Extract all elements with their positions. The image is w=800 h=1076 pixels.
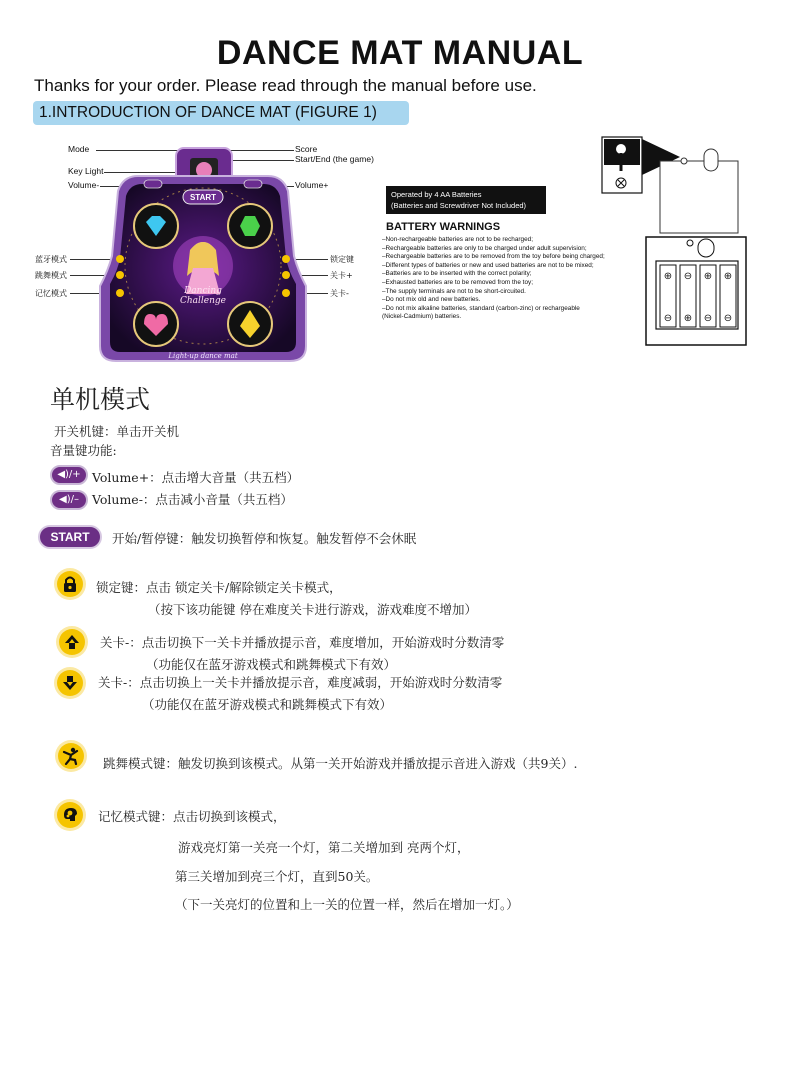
level-down-icon bbox=[57, 670, 83, 696]
memory-icon bbox=[57, 802, 83, 828]
warning-item: –Rechargeable batteries are only to be charged under adult supervision; bbox=[382, 244, 587, 252]
svg-text:⊖: ⊖ bbox=[703, 313, 713, 324]
label-bluetooth-mode: 蓝牙模式 bbox=[35, 255, 67, 264]
mat-logo-line2: Challenge bbox=[179, 296, 227, 306]
lock-key-note: （按下该功能键 停在难度关卡进行游戏，游戏难度不增加） bbox=[148, 602, 477, 617]
volume-plus-icon: ◀)/+ bbox=[50, 465, 88, 485]
start-button-icon: START bbox=[38, 525, 102, 549]
label-mode: Mode bbox=[68, 144, 90, 154]
battery-compartment-illustration bbox=[600, 135, 760, 350]
level-down-text: 关卡-：点击切换上一关卡并播放提示音，难度减弱，开始游戏时分数清零 bbox=[98, 675, 503, 690]
volume-minus-text: Volume-：点击减小音量（共五档） bbox=[92, 492, 293, 507]
label-level-plus: 关卡+ bbox=[330, 271, 353, 280]
power-key-text: 开关机键：单击开关机 bbox=[54, 424, 180, 439]
dance-mode-text: 跳舞模式键：触发切换到该模式。从第一关开始游戏并播放提示音进入游戏（共9关）. bbox=[103, 756, 578, 771]
battery-box-line2: (Batteries and Screwdriver Not Included) bbox=[391, 201, 527, 210]
warning-item: –The supply terminals are not to be short-circuited. bbox=[382, 287, 526, 295]
volume-plus-text: Volume+：点击增大音量（共五档） bbox=[92, 470, 300, 485]
lock-key-text: 锁定键：点击 锁定关卡/解除锁定关卡模式， bbox=[96, 580, 342, 595]
svg-text:⊕: ⊕ bbox=[683, 313, 693, 324]
label-level-minus: 关卡- bbox=[330, 289, 349, 298]
svg-text:⊕: ⊕ bbox=[703, 271, 713, 282]
section-heading: 1.INTRODUCTION OF DANCE MAT (FIGURE 1) bbox=[33, 101, 409, 125]
page-title: DANCE MAT MANUAL bbox=[216, 34, 584, 72]
svg-text:⊖: ⊖ bbox=[683, 271, 693, 282]
memory-mode-text: 记忆模式键：点击切换到该模式， bbox=[98, 809, 286, 824]
label-start-end: Start/End (the game) bbox=[295, 154, 374, 164]
svg-text:⊕: ⊕ bbox=[663, 271, 673, 282]
mat-logo-line1: Dancing bbox=[184, 286, 222, 296]
level-up-note: （功能仅在蓝牙游戏模式和跳舞模式下有效） bbox=[146, 657, 397, 672]
warning-item: –Non-rechargeable batteries are not to be recharged; bbox=[382, 236, 533, 243]
lock-icon bbox=[57, 571, 83, 597]
battery-box-line1: Operated by 4 AA Batteries bbox=[391, 190, 482, 199]
label-lock-key: 锁定键 bbox=[330, 255, 354, 264]
warning-item: –Batteries are to be inserted with the correct polarity; bbox=[382, 270, 532, 278]
label-volume-minus: Volume- bbox=[68, 180, 100, 190]
warning-item: –Rechargeable batteries are to be removed from the toy before being charged; bbox=[382, 253, 605, 261]
svg-text:⊖: ⊖ bbox=[723, 313, 733, 324]
warning-item: –Do not mix alkaline batteries, standard (carbon-zinc) or rechargeable bbox=[382, 304, 580, 312]
svg-text:⊕: ⊕ bbox=[723, 271, 733, 282]
label-score: Score bbox=[295, 144, 318, 154]
volume-minus-icon: ◀)/– bbox=[50, 490, 88, 510]
mat-start-text: START bbox=[189, 193, 217, 202]
mat-bottom-text: Light-up dance mat bbox=[168, 352, 238, 360]
dance-icon bbox=[58, 743, 84, 769]
standalone-heading: 单机模式 bbox=[50, 385, 151, 414]
label-memory-mode: 记忆模式 bbox=[35, 289, 67, 298]
label-key-light: Key Light bbox=[68, 166, 104, 176]
dance-mat-illustration bbox=[98, 146, 308, 368]
warning-item: (Nickel-Cadmium) batteries. bbox=[382, 313, 462, 321]
svg-text:⊖: ⊖ bbox=[663, 313, 673, 324]
warning-item: –Do not mix old and new batteries. bbox=[382, 296, 481, 304]
warning-item: –Different types of batteries or new and used batteries are not to be mixed; bbox=[382, 261, 594, 269]
battery-info-box bbox=[386, 186, 546, 214]
start-pause-text: 开始/暂停键：触发切换暂停和恢复。触发暂停不会休眠 bbox=[112, 531, 417, 546]
memory-mode-line4: （下一关亮灯的位置和上一关的位置一样，然后在增加一灯。） bbox=[175, 897, 519, 912]
memory-mode-line2: 游戏亮灯第一关亮一个灯，第二关增加到 亮两个灯， bbox=[178, 840, 470, 855]
volume-function-text: 音量键功能: bbox=[50, 443, 117, 458]
label-volume-plus: Volume+ bbox=[295, 180, 329, 190]
memory-mode-line3: 第三关增加到亮三个灯，直到50关。 bbox=[175, 869, 379, 884]
battery-warnings-title: BATTERY WARNINGS bbox=[386, 221, 501, 233]
level-down-note: （功能仅在蓝牙游戏模式和跳舞模式下有效） bbox=[142, 697, 393, 712]
label-dance-mode: 跳舞模式 bbox=[35, 271, 67, 280]
warning-item: –Exhausted batteries are to be removed from the toy; bbox=[382, 278, 533, 286]
intro-text: Thanks for your order. Please read through the manual before use. bbox=[34, 76, 537, 95]
level-up-icon bbox=[59, 629, 85, 655]
level-up-text: 关卡-：点击切换下一关卡并播放提示音，难度增加，开始游戏时分数清零 bbox=[100, 635, 505, 650]
